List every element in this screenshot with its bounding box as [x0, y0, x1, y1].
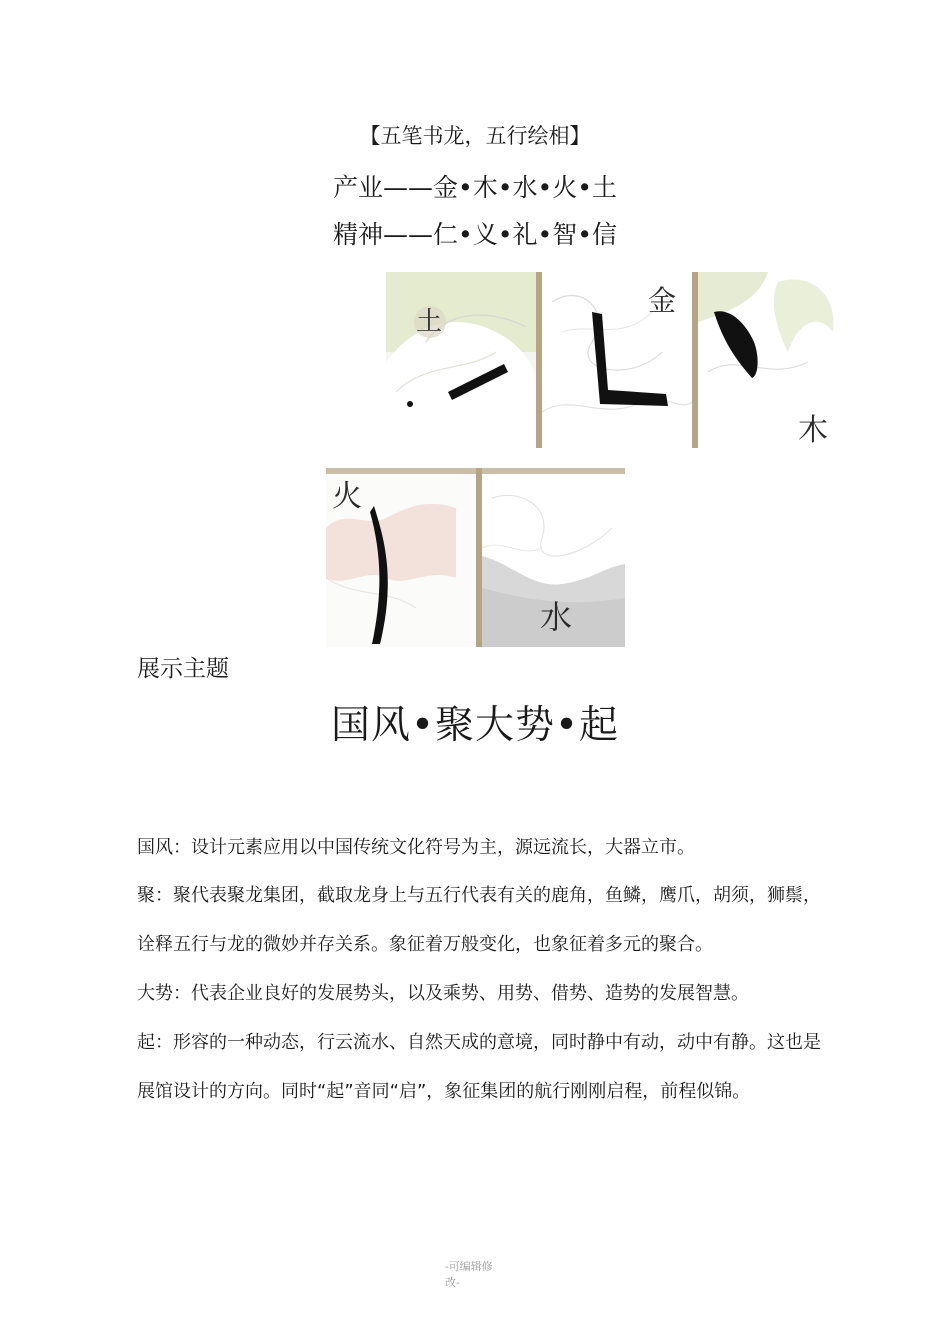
water-panel — [482, 468, 625, 647]
paragraph-dashi: 大势：代表企业良好的发展势头，以及乘势、用势、借势、造势的发展智慧。 — [137, 983, 749, 1004]
earth-char: 土 — [416, 307, 443, 337]
paragraph-guofeng: 国风：设计元素应用以中国传统文化符号为主，源远流长，大器立市。 — [137, 837, 695, 858]
industry-line: 产业——金•木•水•火•土 — [333, 173, 617, 202]
wood-panel — [698, 272, 838, 448]
paragraph-ju: 聚：聚代表聚龙集团，截取龙身上与五行代表有关的鹿角，鱼鳞，鹰爪，胡须，狮鬃，诠释五行与龙的微妙并存关系。象征着万般变化，也象征着多元的聚合。 — [137, 885, 821, 955]
fire-char: 火 — [332, 479, 362, 514]
footer-note: -可编辑修改- — [445, 1260, 493, 1289]
fire-panel — [326, 468, 476, 647]
page-title: 【五笔书龙，五行绘相】 — [359, 124, 591, 148]
wood-char: 木 — [798, 413, 828, 448]
earth-panel — [386, 272, 536, 448]
metal-panel — [542, 272, 692, 448]
theme-title: 国风•聚大势•起 — [330, 703, 619, 748]
metal-char: 金 — [648, 284, 677, 317]
theme-label: 展示主题 — [137, 656, 229, 682]
water-char: 水 — [540, 598, 573, 636]
spirit-line: 精神——仁•义•礼•智•信 — [333, 220, 617, 249]
paragraph-qi: 起：形容的一种动态，行云流水、自然天成的意境，同时静中有动，动中有静。这也是展馆设计的方向。同时“起”音同“启”，象征集团的航行刚刚启程，前程似锦。 — [137, 1032, 821, 1102]
